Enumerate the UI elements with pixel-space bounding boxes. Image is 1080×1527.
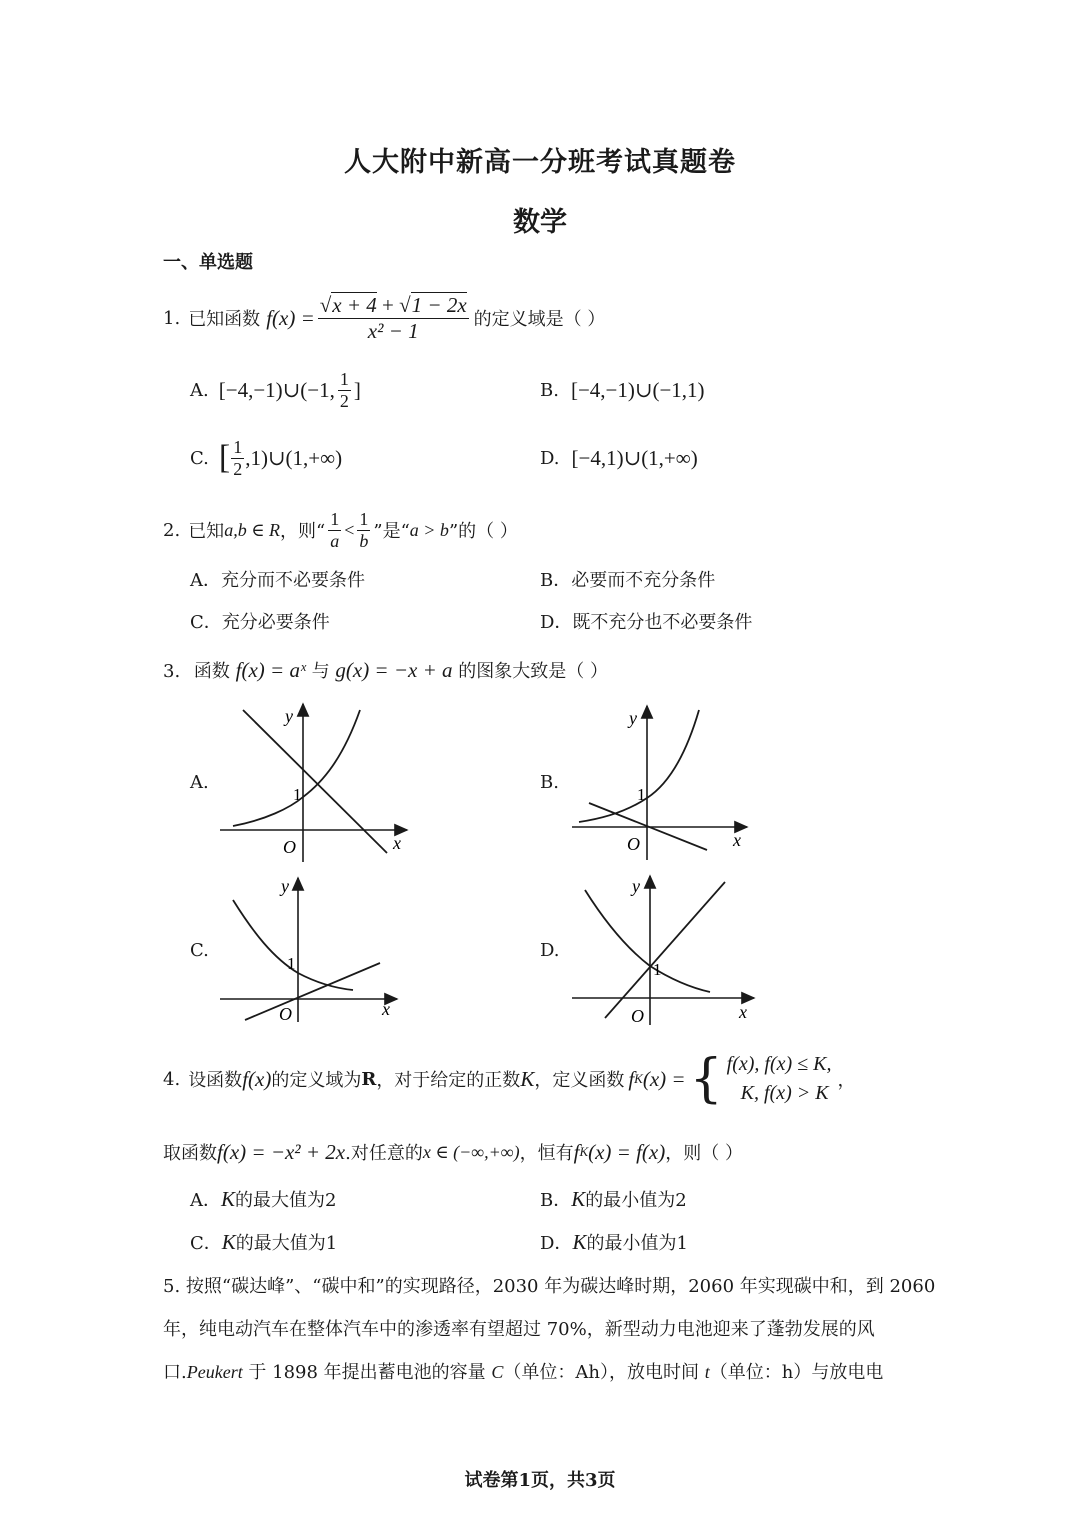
- option-c[interactable]: C. [ $\frac{1}{2}$ ,1)∪(1,+∞): [190, 436, 343, 479]
- question-text: ，则（ ）: [665, 1143, 743, 1164]
- graph-option-label-c[interactable]: C.: [190, 940, 209, 961]
- option-b[interactable]: B．必要而不充分条件: [540, 570, 716, 591]
- linear-line: [243, 710, 387, 853]
- question-text: ，恒有: [519, 1143, 574, 1164]
- question-suffix: 的定义域是（ ）: [473, 309, 606, 330]
- option-b[interactable]: B．K的最小值为2: [540, 1187, 687, 1211]
- brace-icon: {: [689, 1049, 723, 1109]
- question-number: 3.: [163, 661, 181, 682]
- graph-c[interactable]: [215, 870, 405, 1030]
- case-1: f(x), f(x) ≤ K,: [726, 1053, 832, 1075]
- option-c[interactable]: C．充分必要条件: [190, 612, 330, 633]
- question-number: 4.: [163, 1068, 181, 1090]
- y-label: y: [632, 876, 640, 896]
- exponential-curve: [579, 710, 699, 822]
- math-expression: K: [520, 1066, 535, 1091]
- math-expression: a,b ∈ R: [224, 519, 281, 540]
- y-label: y: [285, 706, 293, 726]
- x-label: x: [393, 833, 401, 853]
- x-label: x: [733, 830, 741, 850]
- question-text: ，则“: [280, 521, 326, 542]
- math-expression: f: [628, 1066, 635, 1091]
- x-label: x: [382, 999, 390, 1019]
- question-5-line-3: 口.Peukert 于 1898 年提出蓄电池的容量 C（单位：Ah），放电时间 t（单位：h）与放电电: [163, 1362, 884, 1383]
- graph-a[interactable]: [215, 700, 415, 865]
- graph-option-label-b[interactable]: B.: [540, 772, 559, 793]
- question-5-line-2: 年，纯电动汽车在整体汽车中的渗透率有望超过 70%，新型动力电池迎来了蓬勃发展的风: [163, 1319, 875, 1340]
- y-label: y: [629, 708, 637, 728]
- y-label: y: [281, 876, 289, 896]
- option-label: D.: [540, 447, 560, 469]
- question-text: 的图象大致是（ ）: [458, 661, 608, 682]
- math-expression: x ∈ (−∞,+∞): [422, 1141, 520, 1162]
- option-fraction: $\frac{1}{2}$: [339, 368, 349, 411]
- intercept-label: 1: [637, 785, 646, 804]
- math-expression: f: [573, 1139, 580, 1164]
- section-heading: 一、单选题: [163, 252, 253, 273]
- less-than: <: [344, 519, 355, 540]
- intercept-label: 1: [653, 960, 662, 979]
- option-label: A.: [190, 379, 209, 401]
- math-expression: R: [361, 1068, 377, 1090]
- math-expression: (x) =: [642, 1066, 686, 1091]
- question-text: ，对于给定的正数: [376, 1070, 521, 1091]
- page-title: 人大附中新高一分班考试真题卷: [344, 147, 736, 178]
- question-text: ”的（ ）: [448, 521, 518, 542]
- domain-fraction: $\frac{√x + 4 + √1 - 2x}{\text{x² − 1}}$: [319, 293, 467, 343]
- option-value: [−4,−1)∪(−1,: [218, 377, 335, 402]
- math-expression: (x) = f(x): [588, 1139, 666, 1164]
- option-close-bracket: ]: [353, 377, 361, 402]
- intercept-label: 1: [287, 954, 296, 973]
- subject-title: 数学: [513, 207, 567, 238]
- subscript: K: [634, 1071, 643, 1086]
- exponential-curve: [585, 890, 710, 992]
- question-text: 函数: [193, 661, 230, 682]
- graph-b[interactable]: [567, 700, 757, 865]
- option-d[interactable]: D．既不充分也不必要条件: [540, 612, 753, 633]
- option-a[interactable]: [190, 365, 361, 415]
- option-label: C.: [190, 447, 209, 469]
- origin-label: O: [283, 837, 296, 857]
- fraction-denominator: x² − 1: [367, 318, 419, 343]
- math-expression: a > b: [409, 519, 449, 540]
- question-number: 2.: [163, 519, 181, 541]
- question-text: 与: [311, 661, 330, 682]
- page-footer: 试卷第1页，共3页: [464, 1470, 616, 1491]
- fraction-1-over-b: $\frac{1}{b}$: [359, 508, 369, 551]
- graph-option-label-d[interactable]: D.: [540, 940, 560, 961]
- exponential-curve: [233, 710, 360, 826]
- question-text: 取函数: [163, 1143, 217, 1164]
- question-3: [163, 657, 608, 683]
- piecewise-cases: [727, 1050, 832, 1108]
- option-a[interactable]: A．充分而不必要条件: [190, 570, 365, 591]
- question-5-line-1: 5. 按照“碳达峰”、“碳中和”的实现路径，2030 年为碳达峰时期，2060 年实现碳中和，到 2060: [163, 1276, 936, 1297]
- question-text: .对任意的: [345, 1143, 423, 1164]
- option-b[interactable]: [540, 365, 705, 415]
- question-2: [163, 505, 518, 555]
- x-label: x: [739, 1002, 747, 1022]
- question-text: ，定义函数: [534, 1070, 625, 1091]
- question-text: 已知: [188, 521, 225, 542]
- option-label: B.: [540, 379, 559, 401]
- option-d[interactable]: [540, 432, 698, 484]
- option-fraction: $\frac{1}{2}$: [233, 436, 243, 479]
- linear-line: [245, 963, 380, 1020]
- sqrt-term-a: x + 4: [332, 293, 377, 318]
- math-expression: g(x) = −x + a: [335, 658, 453, 682]
- math-expression: f(x) = aˣ: [235, 658, 306, 682]
- graph-option-label-a[interactable]: A.: [190, 772, 209, 793]
- option-c[interactable]: C．K的最大值为1: [190, 1230, 338, 1254]
- question-text: 已知函数: [188, 309, 261, 330]
- sqrt-term-b: 1 − 2x: [411, 293, 467, 318]
- origin-label: O: [279, 1004, 292, 1024]
- question-text: 的定义域为: [271, 1070, 362, 1091]
- question-4-line-2: [163, 1135, 743, 1169]
- question-text: ”是“: [373, 521, 410, 542]
- question-text: 设函数: [188, 1070, 243, 1091]
- origin-label: O: [631, 1006, 644, 1026]
- option-value: [−4,1)∪(1,+∞): [571, 445, 698, 470]
- origin-label: O: [627, 834, 640, 854]
- function-lhs: f(x) =: [266, 305, 315, 330]
- graph-d[interactable]: [567, 870, 762, 1030]
- exponential-curve: [233, 900, 353, 990]
- fraction-1-over-a: $\frac{1}{a}$: [330, 508, 340, 551]
- question-4: [163, 1048, 856, 1110]
- question-1: [163, 288, 605, 348]
- option-a[interactable]: A．K的最大值为2: [190, 1187, 337, 1211]
- option-value: ,1)∪(1,+∞): [245, 445, 343, 470]
- case-2: K, f(x) > K: [740, 1082, 829, 1104]
- subscript: K: [579, 1144, 589, 1159]
- math-expression: f(x): [242, 1066, 272, 1091]
- intercept-label: 1: [293, 785, 302, 804]
- plus-sign: +: [382, 293, 394, 318]
- question-text: ，: [837, 1070, 856, 1091]
- question-number: 1.: [163, 307, 181, 329]
- option-value: [−4,−1)∪(−1,1): [570, 377, 705, 402]
- math-expression: f(x) = −x² + 2x: [217, 1139, 346, 1164]
- option-d[interactable]: D．K的最小值为1: [540, 1230, 688, 1254]
